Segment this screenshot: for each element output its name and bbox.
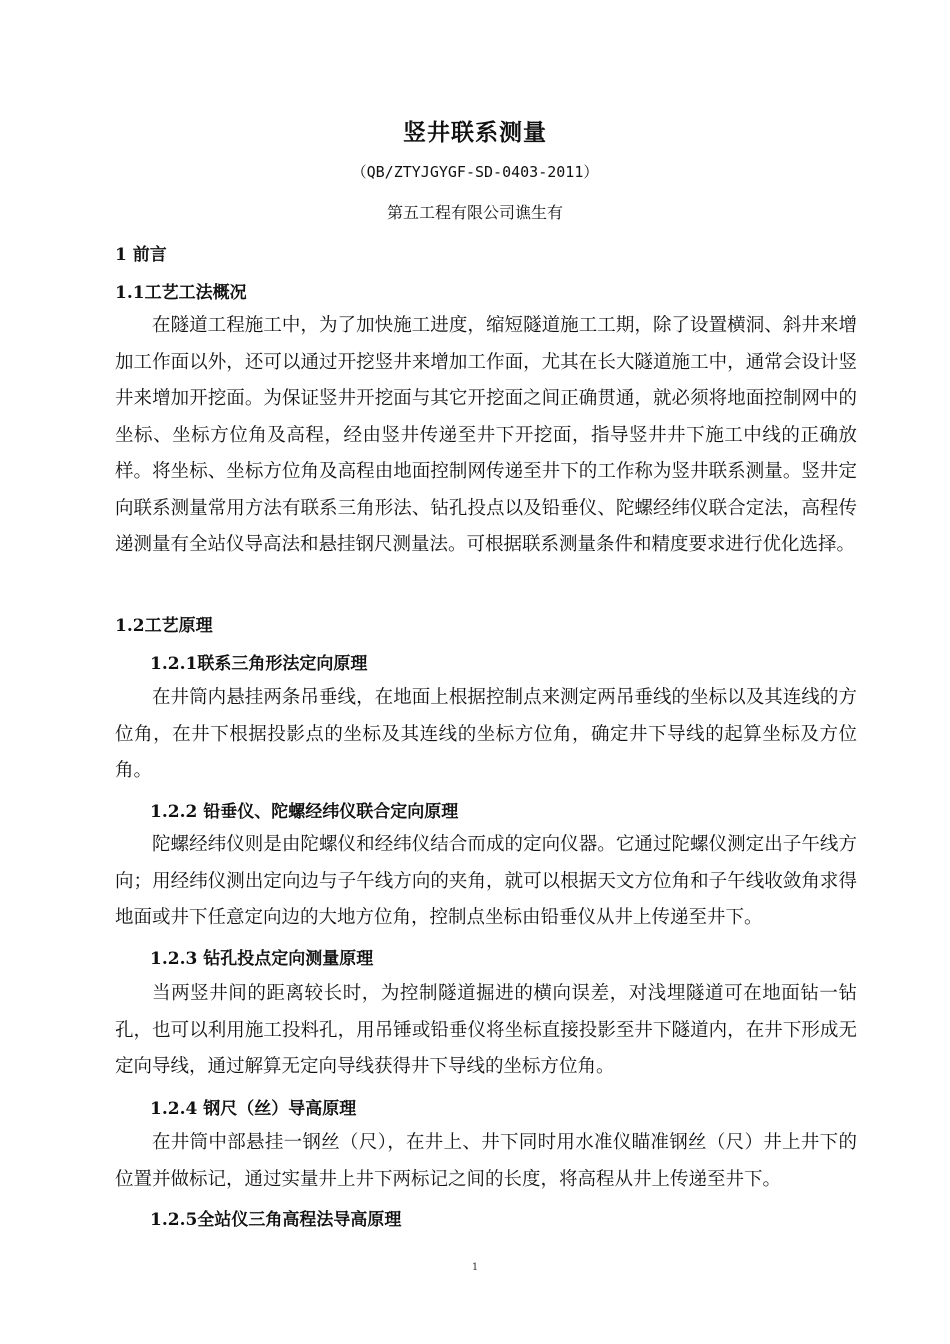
paragraph-triangle-method: 在井筒内悬挂两条吊垂线，在地面上根据控制点来测定两吊垂线的坐标以及其连线的方位角，在井下根据投影点的坐标及其连线的坐标方位角，确定井下导线的起算坐标及方位角。 — [115, 687, 857, 781]
paragraph-borehole-method: 当两竖井间的距离较长时，为控制隧道掘进的横向误差，对浅埋隧道可在地面钻一钻孔，也可以利用施工投料孔，用吊锤或铅垂仪将坐标直接投影至井下隧道内，在井下形成无定向导线，通过解算无定向导线获得井下导线的坐标方位角。 — [115, 983, 857, 1077]
paragraph-overview: 在隧道工程施工中，为了加快施工进度，缩短隧道施工工期，除了设置横洞、斜井来增加工作面以外，还可以通过开挖竖井来增加工作面，尤其在长大隧道施工中，通常会设计竖井来增加开挖面。为保证竖井开挖面与其它开挖面之间正确贯通，就必须将地面控制网中的坐标、坐标方位角及高程，经由竖井传递至井下开挖面，指导竖井井下施工中线的正确放样。将坐标、坐标方位角及高程由地面控制网传递至井下的工作称为竖井联系测量。竖井定向联系测量常用方法有联系三角形法、钻孔投点以及铅垂仪、陀螺经纬仪联合定法，高程传递测量有全站仪导高法和悬挂钢尺测量法。可根据联系测量条件和精度要求进行优化选择。 — [115, 315, 857, 555]
heading-1-2-5: 1.2.5全站仪三角高程法导高原理 — [150, 1210, 402, 1230]
heading-1: 1 前言 — [115, 245, 167, 265]
heading-1-2: 1.2工艺原理 — [115, 616, 213, 636]
heading-1-2-2: 1.2.2 铅垂仪、陀螺经纬仪联合定向原理 — [150, 802, 459, 822]
paragraph-steel-tape: 在井筒中部悬挂一钢丝（尺），在井上、井下同时用水准仪瞄准钢丝（尺）井上井下的位置并做标记，通过实量井上井下两标记之间的长度，将高程从井上传递至井下。 — [115, 1132, 857, 1190]
heading-1-1: 1.1工艺工法概况 — [115, 283, 247, 303]
document-code: （QB/ZTYJGYGF-SD-0403-2011） — [351, 163, 599, 181]
page-number: 1 — [471, 1262, 479, 1273]
document-author: 第五工程有限公司谯生有 — [386, 203, 563, 222]
heading-1-2-4: 1.2.4 钢尺（丝）导高原理 — [150, 1099, 357, 1119]
paragraph-gyro-method: 陀螺经纬仪则是由陀螺仪和经纬仪结合而成的定向仪器。它通过陀螺仪测定出子午线方向；用经纬仪测出定向边与子午线方向的夹角，就可以根据天文方位角和子午线收敛角求得地面或井下任意定向边的大地方位角，控制点坐标由铅垂仪从井上传递至井下。 — [115, 834, 857, 928]
heading-1-2-1: 1.2.1联系三角形法定向原理 — [150, 654, 368, 674]
document-title: 竖井联系测量 — [403, 120, 547, 146]
heading-1-2-3: 1.2.3 钻孔投点定向测量原理 — [150, 949, 374, 969]
